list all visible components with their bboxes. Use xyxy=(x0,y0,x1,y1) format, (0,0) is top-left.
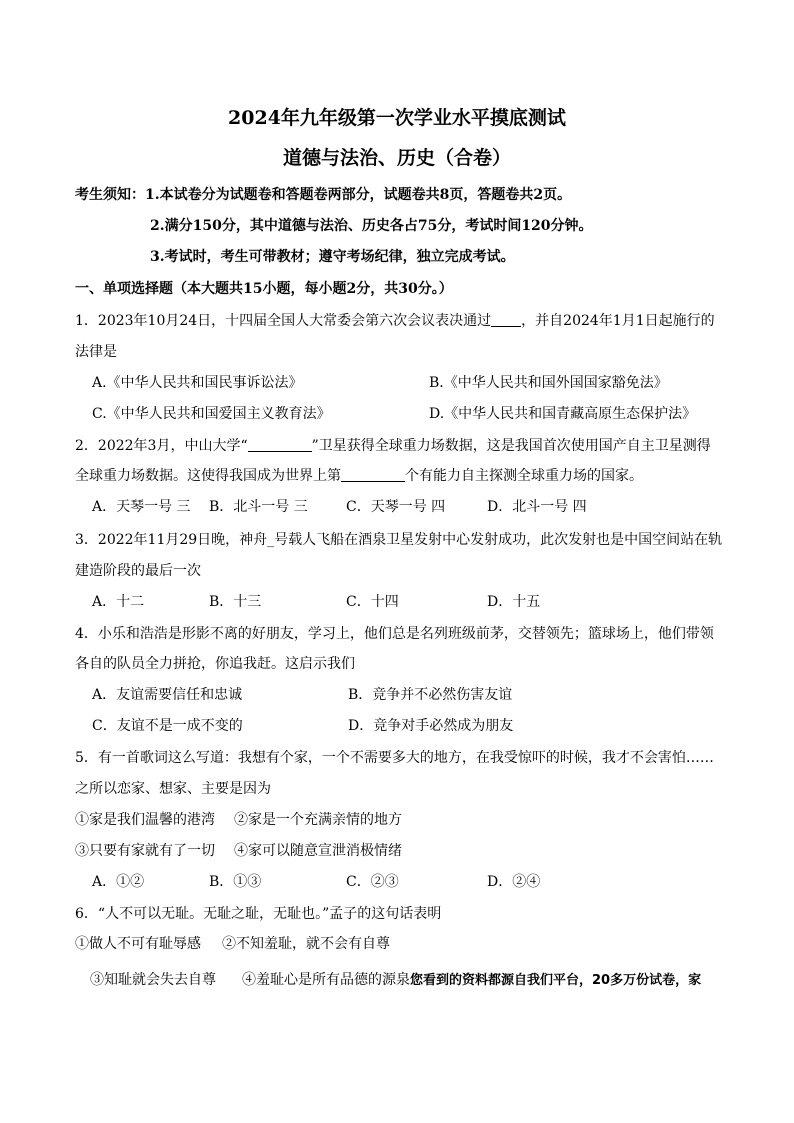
section-heading: 一、单项选择题（本大题共15小题，每小题2分，共30分。） xyxy=(75,281,453,297)
q2-option-b: B．北斗一号 三 xyxy=(209,499,308,515)
q6-statement-4-text: ④羞耻心是所有品德的源泉 xyxy=(242,972,410,988)
q2-option-c: C．天琴一号 四 xyxy=(346,499,446,515)
answer-blank xyxy=(341,467,405,482)
q5-option-d: D．②④ xyxy=(487,874,541,890)
question-3-stem-line-2: 建造阶段的最后一次 xyxy=(75,563,201,579)
question-2-stem-line-1 xyxy=(75,437,711,455)
q1-option-b: B.《中华人民共和国外国国家豁免法》 xyxy=(429,375,668,391)
promo-banner-text: 您看到的资料都源自我们平台，20多万份试卷，家 xyxy=(410,973,702,988)
question-4-stem-line-2: 各自的队员全力拼抢，你追我赶。这启示我们 xyxy=(75,656,355,672)
q5-option-b: B．①③ xyxy=(209,874,262,890)
answer-blank xyxy=(491,312,521,327)
question-4-stem-line-1: 4．小乐和浩浩是形影不离的好朋友，学习上，他们总是名列班级前茅，交替领先；篮球场上，他们带领 xyxy=(75,626,714,642)
notice-line-1 xyxy=(75,186,571,204)
q2-text-b: ”卫星获得全球重力场数据，这是我国首次使用国产自主卫星测得 xyxy=(311,438,711,454)
question-2-stem-line-2 xyxy=(75,467,643,485)
notice-label: 考生须知： xyxy=(75,187,145,203)
question-5-stem-line-2: 之所以恋家、想家、主要是因为 xyxy=(75,781,271,797)
q4-option-b: B．竞争并不必然伤害友谊 xyxy=(348,687,513,703)
q1-text-b: ，并自2024年1月1日起施行的 xyxy=(521,313,715,329)
q6-statement-3: ③知耻就会失去自尊 xyxy=(90,972,216,988)
q2-option-d: D．北斗一号 四 xyxy=(487,499,587,515)
q3-option-a: A．十二 xyxy=(92,594,145,610)
q3-option-c: C．十四 xyxy=(346,594,399,610)
notice-item-2: 2.满分150分，其中道德与法治、历史各占75分，考试时间120分钟。 xyxy=(150,218,593,234)
q2-text-d: 个有能力自主探测全球重力场的国家。 xyxy=(405,468,643,484)
question-5-stem-line-1: 5．有一首歌词这么写道：我想有个家，一个不需要多大的地方，在我受惊吓的时候，我才不会害怕…… xyxy=(75,750,714,766)
question-1-stem-line-2: 法律是 xyxy=(75,344,117,360)
q2-text-a: 2．2022年3月，中山大学“ xyxy=(75,438,248,454)
notice-item-3: 3.考试时，考生可带教材；遵守考场纪律，独立完成考试。 xyxy=(150,249,515,265)
q6-statement-1: ①做人不可有耻辱感 xyxy=(75,936,201,952)
q5-statement-1: ①家是我们温馨的港湾 xyxy=(75,812,215,828)
q4-option-d: D．竞争对手必然成为朋友 xyxy=(348,718,514,734)
q1-option-d: D.《中华人民共和国青藏高原生态保护法》 xyxy=(429,406,697,422)
q4-option-c: C．友谊不是一成不变的 xyxy=(92,718,243,734)
q2-text-c: 全球重力场数据。这使得我国成为世界上第 xyxy=(75,468,341,484)
q5-option-a: A．①② xyxy=(92,874,145,890)
q6-statement-2: ②不知羞耻，就不会有自尊 xyxy=(222,936,390,952)
q1-option-a: A.《中华人民共和国民事诉讼法》 xyxy=(92,375,303,391)
q5-statement-2: ②家是一个充满亲情的地方 xyxy=(234,812,402,828)
question-3-stem-line-1: 3．2022年11月29日晚，神舟_号载人飞船在酒泉卫星发射中心发射成功，此次发射也是中国空间站在轨 xyxy=(75,532,723,548)
q5-statement-3: ③只要有家就有了一切 xyxy=(75,843,215,859)
q5-option-c: C．②③ xyxy=(346,874,399,890)
exam-title: 2024年九年级第一次学业水平摸底测试 xyxy=(228,107,566,129)
q6-statement-4 xyxy=(242,971,701,990)
q5-statement-4: ④家可以随意宣泄消极情绪 xyxy=(234,843,402,859)
question-6-stem: 6．“人不可以无耻。无耻之耻，无耻也。”孟子的这句话表明 xyxy=(75,906,442,922)
answer-blank xyxy=(248,437,312,452)
notice-item-1: 1.本试卷分为试题卷和答题卷两部分，试题卷共8页，答题卷共2页。 xyxy=(145,187,572,203)
q1-option-c: C.《中华人民共和国爱国主义教育法》 xyxy=(92,406,331,422)
exam-subtitle: 道德与法治、历史（合卷） xyxy=(282,147,511,169)
question-1-stem-line-1 xyxy=(75,312,715,330)
q2-option-a: A．天琴一号 三 xyxy=(92,499,191,515)
q4-option-a: A．友谊需要信任和忠诚 xyxy=(92,687,243,703)
q1-text-a: 1．2023年10月24日，十四届全国人大常委会第六次会议表决通过 xyxy=(75,313,492,329)
q3-option-b: B．十三 xyxy=(209,594,262,610)
q3-option-d: D．十五 xyxy=(487,594,541,610)
